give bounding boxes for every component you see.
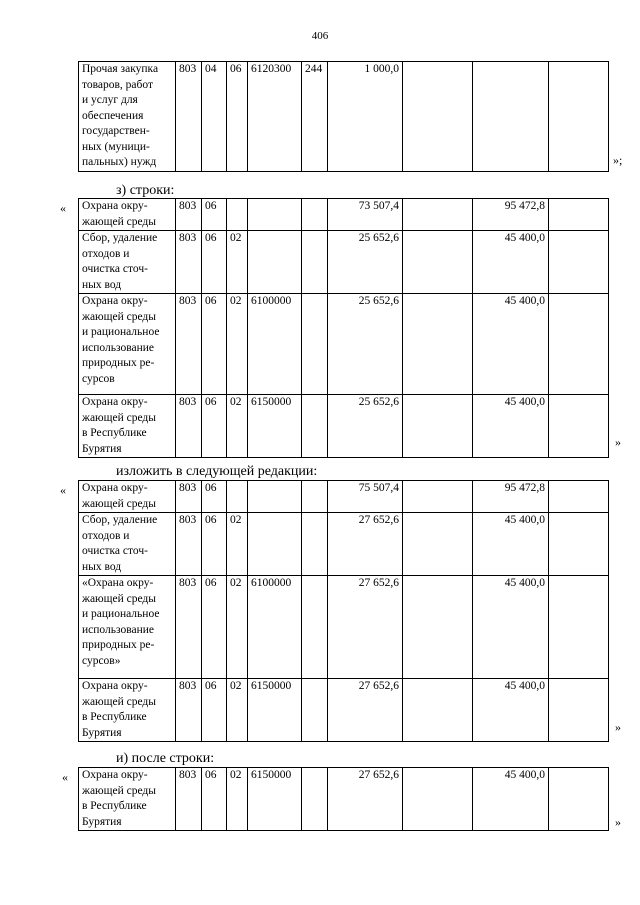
table-row bbox=[79, 513, 609, 576]
amount-2 bbox=[403, 768, 473, 831]
row-name: Охрана окру- жающей среды в Республике Бурятия bbox=[79, 679, 176, 742]
expense-type-code bbox=[302, 395, 328, 458]
row-name: Охрана окру- жающей среды bbox=[79, 199, 176, 231]
amount-4 bbox=[549, 62, 609, 172]
amount-2 bbox=[403, 679, 473, 742]
amount-1: 27 652,6 bbox=[328, 576, 403, 679]
amount-2 bbox=[403, 395, 473, 458]
subsection-code: 02 bbox=[227, 768, 248, 831]
amount-2 bbox=[403, 513, 473, 576]
budget-table-new bbox=[78, 480, 609, 742]
amount-1: 27 652,6 bbox=[328, 679, 403, 742]
amount-2 bbox=[403, 62, 473, 172]
subsection-code: 06 bbox=[227, 62, 248, 172]
opening-quote: « bbox=[60, 483, 66, 497]
amount-2 bbox=[403, 481, 473, 513]
grbs-code: 803 bbox=[176, 62, 202, 172]
amount-4 bbox=[549, 768, 609, 831]
amount-2 bbox=[403, 576, 473, 679]
amount-1: 73 507,4 bbox=[328, 199, 403, 231]
expense-type-code bbox=[302, 679, 328, 742]
table-row bbox=[79, 481, 609, 513]
target-code: 6100000 bbox=[248, 294, 302, 395]
expense-type-code bbox=[302, 294, 328, 395]
target-code bbox=[248, 231, 302, 294]
expense-type-code: 244 bbox=[302, 62, 328, 172]
subsection-code bbox=[227, 199, 248, 231]
amount-1: 25 652,6 bbox=[328, 294, 403, 395]
subsection-code bbox=[227, 481, 248, 513]
amount-1: 27 652,6 bbox=[328, 513, 403, 576]
row-name: Сбор, удаление отходов и очистка сточ- ных вод bbox=[79, 513, 176, 576]
table-row bbox=[79, 679, 609, 742]
row-name: «Охрана окру- жающей среды и рациональное использование природных ре- сурсов» bbox=[79, 576, 176, 679]
closing-quote: » bbox=[615, 815, 621, 829]
amount-4 bbox=[549, 231, 609, 294]
section-code: 06 bbox=[202, 576, 227, 679]
target-code: 6150000 bbox=[248, 395, 302, 458]
subsection-code: 02 bbox=[227, 395, 248, 458]
amount-2 bbox=[403, 199, 473, 231]
grbs-code: 803 bbox=[176, 513, 202, 576]
target-code bbox=[248, 481, 302, 513]
section-heading-replace: изложить в следующей редакции: bbox=[116, 464, 318, 479]
closing-quote: »; bbox=[613, 153, 623, 167]
amount-4 bbox=[549, 576, 609, 679]
section-code: 06 bbox=[202, 679, 227, 742]
amount-3: 45 400,0 bbox=[473, 395, 549, 458]
table-row bbox=[79, 62, 609, 172]
row-name: Охрана окру- жающей среды в Республике Бурятия bbox=[79, 768, 176, 831]
row-name: Сбор, удаление отходов и очистка сточ- ных вод bbox=[79, 231, 176, 294]
amount-4 bbox=[549, 395, 609, 458]
amount-2 bbox=[403, 294, 473, 395]
amount-3: 45 400,0 bbox=[473, 513, 549, 576]
grbs-code: 803 bbox=[176, 576, 202, 679]
table-row bbox=[79, 395, 609, 458]
amount-1: 25 652,6 bbox=[328, 395, 403, 458]
amount-3: 95 472,8 bbox=[473, 481, 549, 513]
expense-type-code bbox=[302, 481, 328, 513]
target-code: 6150000 bbox=[248, 768, 302, 831]
target-code: 6120300 bbox=[248, 62, 302, 172]
closing-quote: » bbox=[615, 435, 621, 449]
subsection-code: 02 bbox=[227, 679, 248, 742]
closing-quote: » bbox=[615, 720, 621, 734]
amount-1: 25 652,6 bbox=[328, 231, 403, 294]
opening-quote: « bbox=[60, 201, 66, 215]
amount-4 bbox=[549, 679, 609, 742]
amount-4 bbox=[549, 481, 609, 513]
amount-4 bbox=[549, 294, 609, 395]
subsection-code: 02 bbox=[227, 294, 248, 395]
expense-type-code bbox=[302, 576, 328, 679]
amount-4 bbox=[549, 199, 609, 231]
section-code: 06 bbox=[202, 768, 227, 831]
table-row bbox=[79, 199, 609, 231]
amount-3: 45 400,0 bbox=[473, 679, 549, 742]
amount-3: 45 400,0 bbox=[473, 231, 549, 294]
row-name: Охрана окру- жающей среды bbox=[79, 481, 176, 513]
amount-2 bbox=[403, 231, 473, 294]
grbs-code: 803 bbox=[176, 231, 202, 294]
amount-1: 27 652,6 bbox=[328, 768, 403, 831]
table-row bbox=[79, 768, 609, 831]
target-code: 6100000 bbox=[248, 576, 302, 679]
target-code bbox=[248, 513, 302, 576]
table-row bbox=[79, 576, 609, 679]
section-code: 06 bbox=[202, 395, 227, 458]
table-row bbox=[79, 294, 609, 395]
subsection-code: 02 bbox=[227, 513, 248, 576]
budget-table-top bbox=[78, 61, 609, 172]
target-code bbox=[248, 199, 302, 231]
grbs-code: 803 bbox=[176, 679, 202, 742]
row-name: Охрана окру- жающей среды в Республике Бурятия bbox=[79, 395, 176, 458]
section-code: 06 bbox=[202, 294, 227, 395]
section-code: 06 bbox=[202, 199, 227, 231]
section-code: 06 bbox=[202, 513, 227, 576]
subsection-code: 02 bbox=[227, 576, 248, 679]
subsection-code: 02 bbox=[227, 231, 248, 294]
opening-quote: « bbox=[62, 770, 68, 784]
expense-type-code bbox=[302, 768, 328, 831]
section-code: 04 bbox=[202, 62, 227, 172]
grbs-code: 803 bbox=[176, 294, 202, 395]
amount-1: 1 000,0 bbox=[328, 62, 403, 172]
section-heading-z: з) строки: bbox=[116, 183, 175, 198]
table-row bbox=[79, 231, 609, 294]
amount-1: 75 507,4 bbox=[328, 481, 403, 513]
budget-table-old bbox=[78, 198, 609, 458]
section-code: 06 bbox=[202, 481, 227, 513]
grbs-code: 803 bbox=[176, 199, 202, 231]
target-code: 6150000 bbox=[248, 679, 302, 742]
grbs-code: 803 bbox=[176, 768, 202, 831]
expense-type-code bbox=[302, 199, 328, 231]
budget-table-after bbox=[78, 767, 609, 831]
expense-type-code bbox=[302, 513, 328, 576]
section-code: 06 bbox=[202, 231, 227, 294]
section-heading-i: и) после строки: bbox=[116, 751, 215, 766]
grbs-code: 803 bbox=[176, 395, 202, 458]
amount-3: 45 400,0 bbox=[473, 768, 549, 831]
amount-3 bbox=[473, 62, 549, 172]
page-number: 406 bbox=[311, 30, 329, 42]
row-name: Прочая закупка товаров, работ и услуг для обеспечения государствен- ных (муници- пальных) нужд bbox=[79, 62, 176, 172]
amount-3: 45 400,0 bbox=[473, 576, 549, 679]
expense-type-code bbox=[302, 231, 328, 294]
amount-3: 95 472,8 bbox=[473, 199, 549, 231]
amount-3: 45 400,0 bbox=[473, 294, 549, 395]
amount-4 bbox=[549, 513, 609, 576]
grbs-code: 803 bbox=[176, 481, 202, 513]
row-name: Охрана окру- жающей среды и рациональное использование природных ре- сурсов bbox=[79, 294, 176, 395]
